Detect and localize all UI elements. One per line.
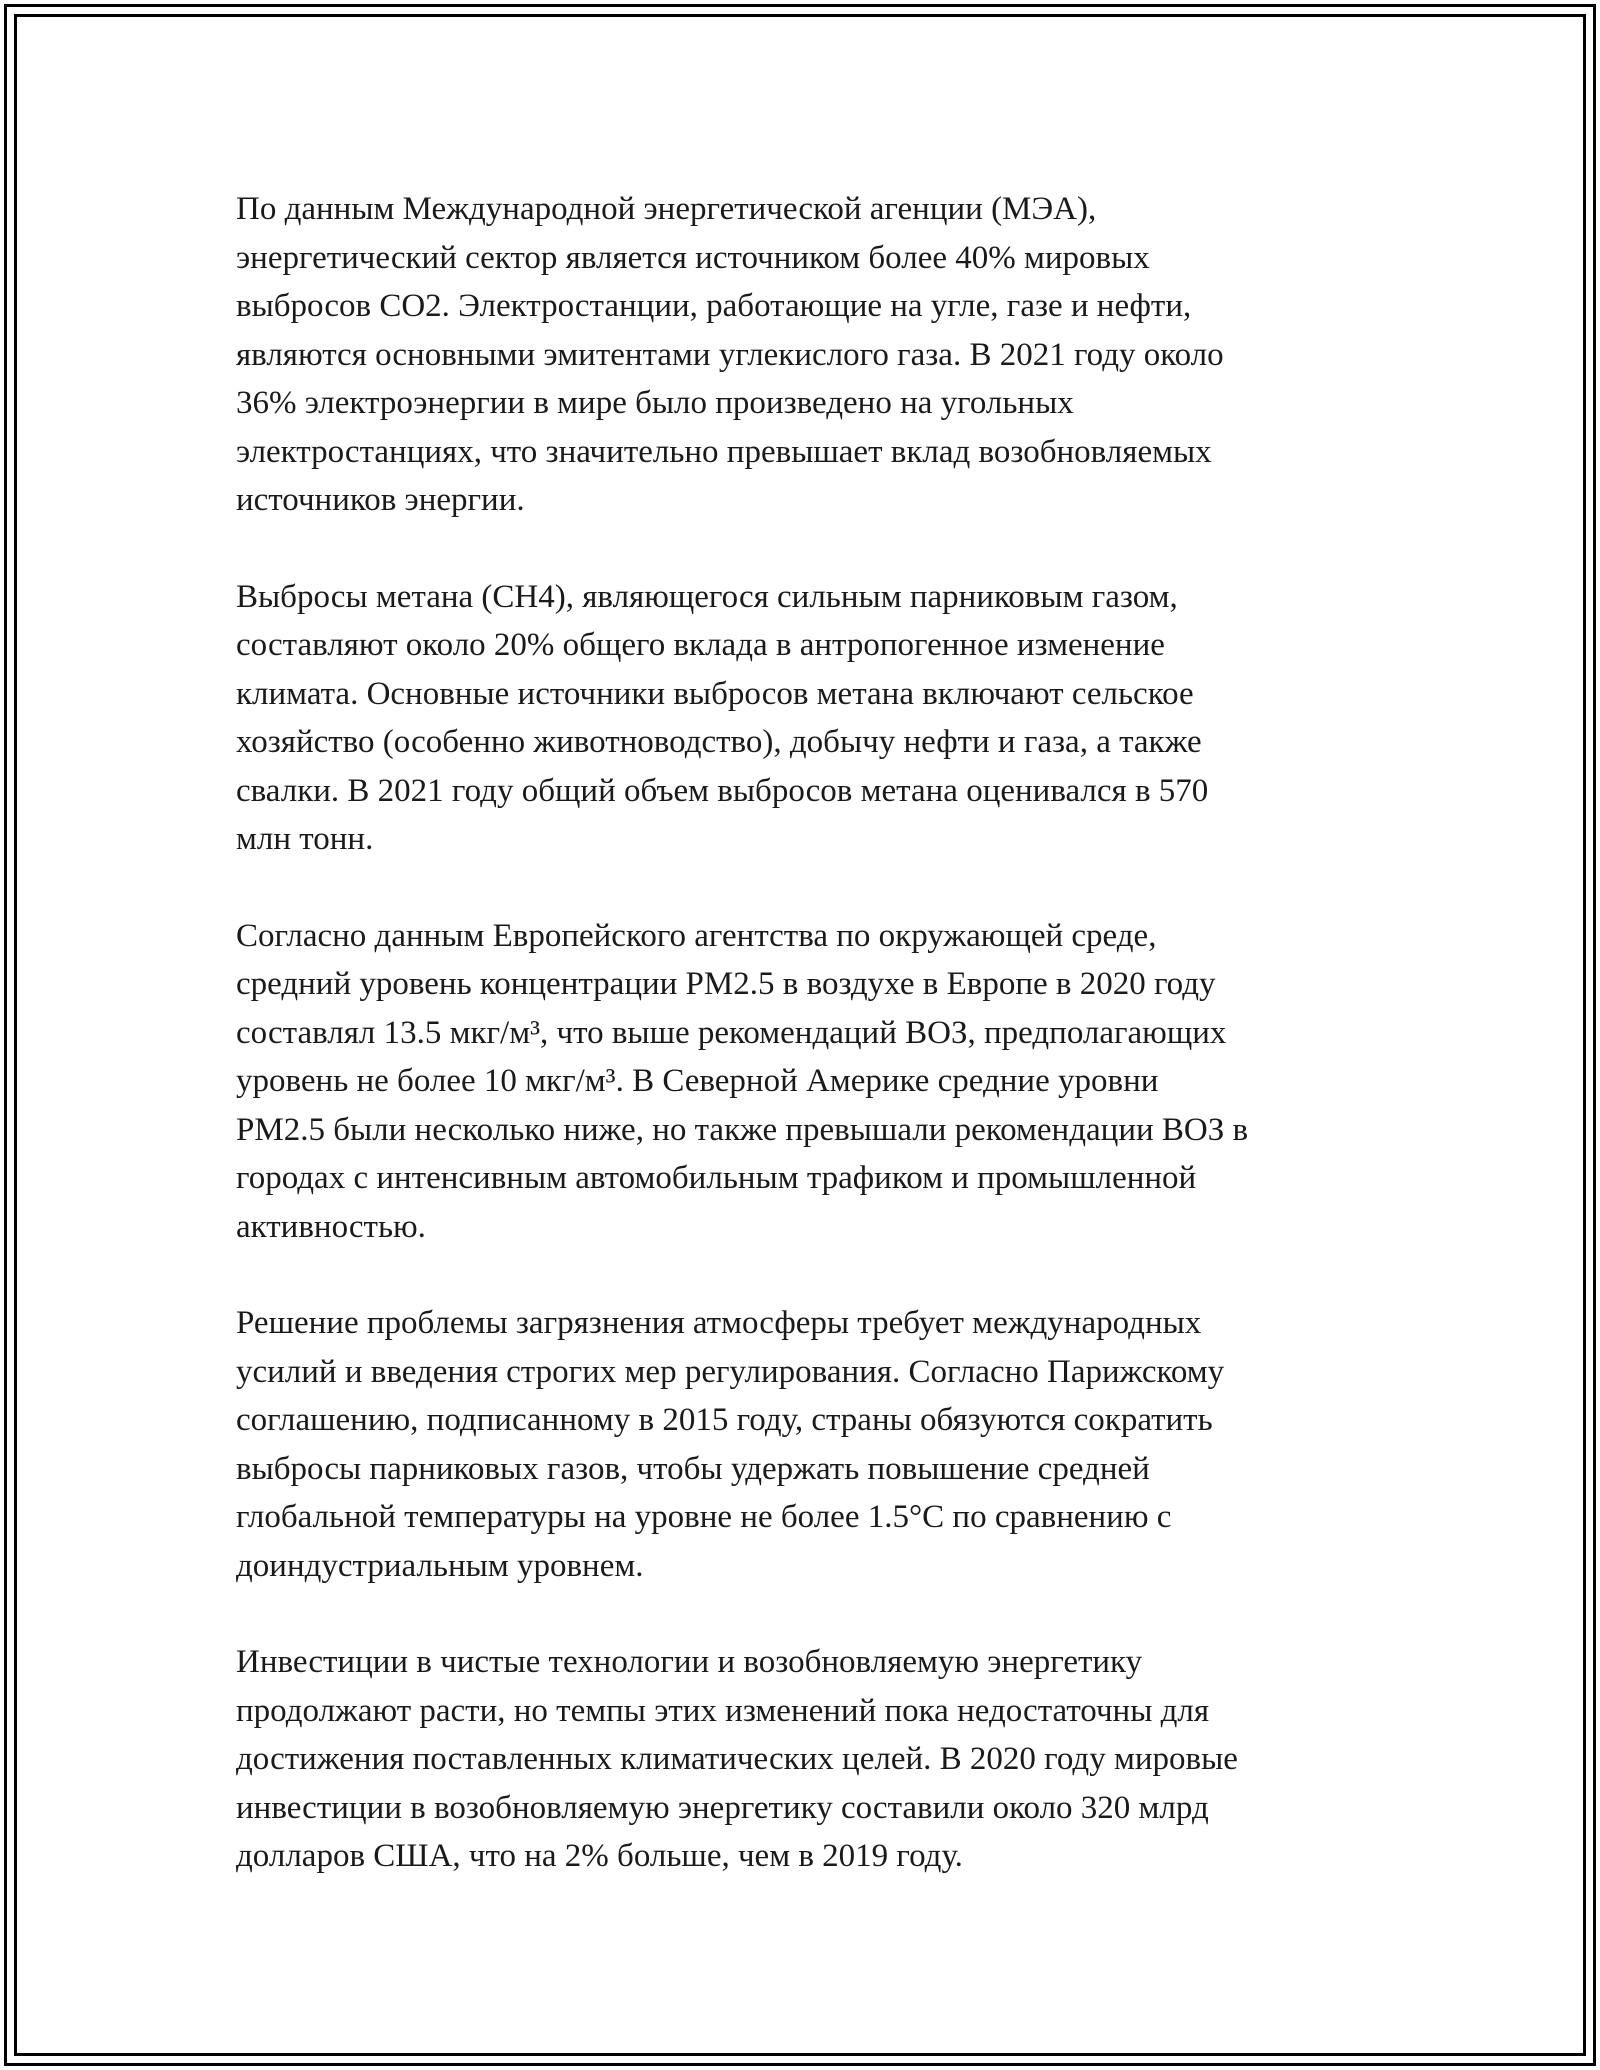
paragraph-paris-agreement: Решение проблемы загрязнения атмосферы требует международных усилий и введения строгих мер регулирования. Согласно Парижскому соглашению, подписанному в 2015 году, страны обязуются сократить выбросы парниковых газов, чтобы удержать повышение средней глобальной температуры на уровне не более 1.5°C по сравнению с доиндустриальным уровнем.	[236, 1305, 1225, 1584]
paragraph-energy-sector: По данным Международной энергетической агенции (МЭА), энергетический сектор является источником более 40% мировых выбросов CO2. Электростанции, работающие на угле, газе и нефти, являются основными эмитентами углекислого газа. В 2021 году около 36% электроэнергии в мире было произведено на угольных электростанциях, что значительно превышает вклад возобновляемых источников энергии.	[236, 191, 1224, 518]
paragraph-pm25: Согласно данным Европейского агентства по окружающей среде, средний уровень концентрации PM2.5 в воздухе в Европе в 2020 году составлял 13.5 мкг/м³, что выше рекомендаций ВОЗ, предполагающих уровень не более 10 мкг/м³. В Северной Америке средние уровни PM2.5 были несколько ниже, но также превышали рекомендации ВОЗ в городах с интенсивным автомобильным трафиком и промышленной активностью.	[236, 917, 1249, 1245]
paragraph-methane: Выбросы метана (CH4), являющегося сильным парниковым газом, составляют около 20% общего вклада в антропогенное изменение климата. Основные источники выбросов метана включают сельское хозяйство (особенно животноводство), добычу нефти и газа, а также свалки. В 2021 году общий объем выбросов метана оценивался в 570 млн тонн.	[236, 578, 1209, 857]
paragraph-investments: Инвестиции в чистые технологии и возобновляемую энергетику продолжают расти, но темпы этих изменений пока недостаточны для достижения поставленных климатических целей. В 2020 году мировые инвестиции в возобновляемую энергетику составили около 320 млрд долларов США, что на 2% больше, чем в 2019 году.	[236, 1644, 1238, 1874]
document-body	[236, 185, 1396, 1929]
